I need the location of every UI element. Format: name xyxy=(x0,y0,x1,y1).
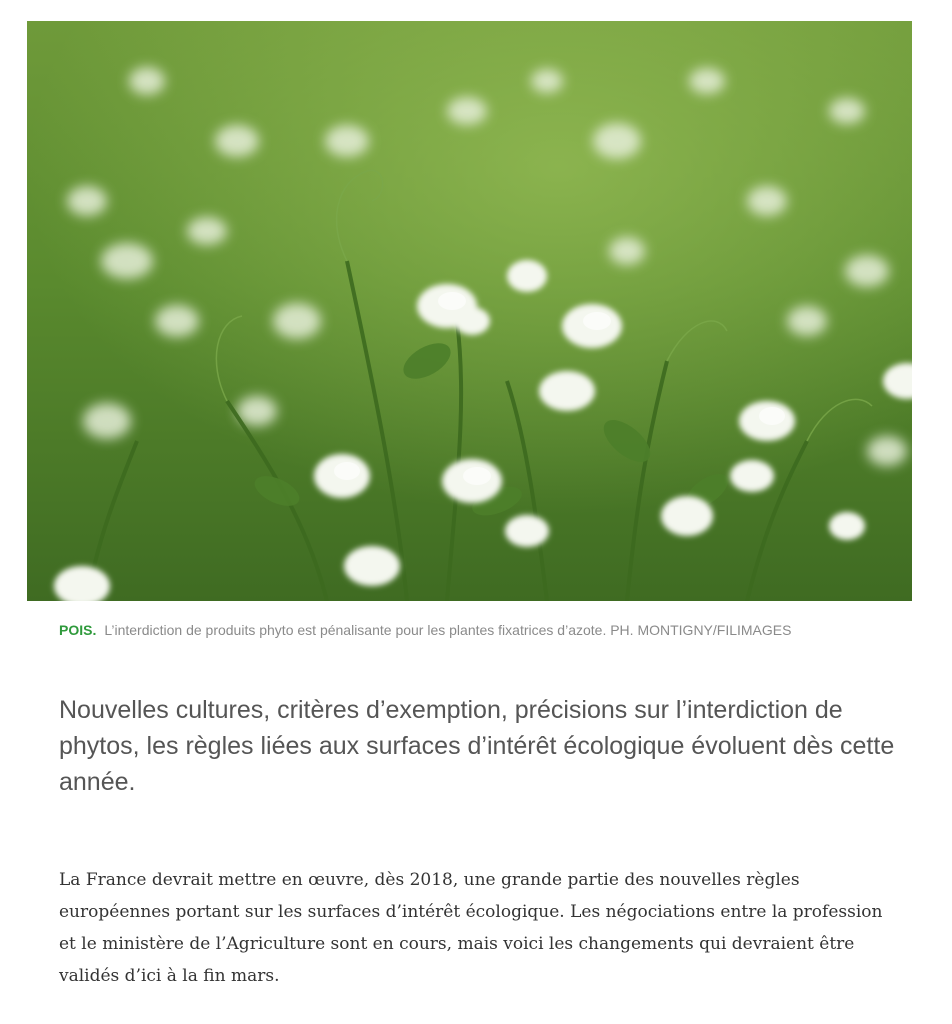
article-lead: Nouvelles cultures, critères d’exemption, précisions sur l’interdiction de phytos, les règles liées aux surfaces d’intérêt écologique évoluent dès cette année. xyxy=(59,696,895,796)
pea-flowers-photo-icon xyxy=(27,21,912,601)
image-caption xyxy=(59,620,899,641)
article-body-paragraph: La France devrait mettre en œuvre, dès 2018, une grande partie des nouvelles règles européennes portant sur les surfaces d’intérêt écologique. Les négociations entre la profession et le ministère de l’Agriculture sont en cours, mais voici les changements qui devraient être validés d’ici à la fin mars. xyxy=(59,870,883,986)
caption-text: L’interdiction de produits phyto est pénalisante pour les plantes fixatrices d’azote. PH. MONTIGNY/FILIMAGES xyxy=(104,622,792,638)
caption-kicker: POIS. xyxy=(59,622,97,638)
hero-image xyxy=(27,21,912,601)
